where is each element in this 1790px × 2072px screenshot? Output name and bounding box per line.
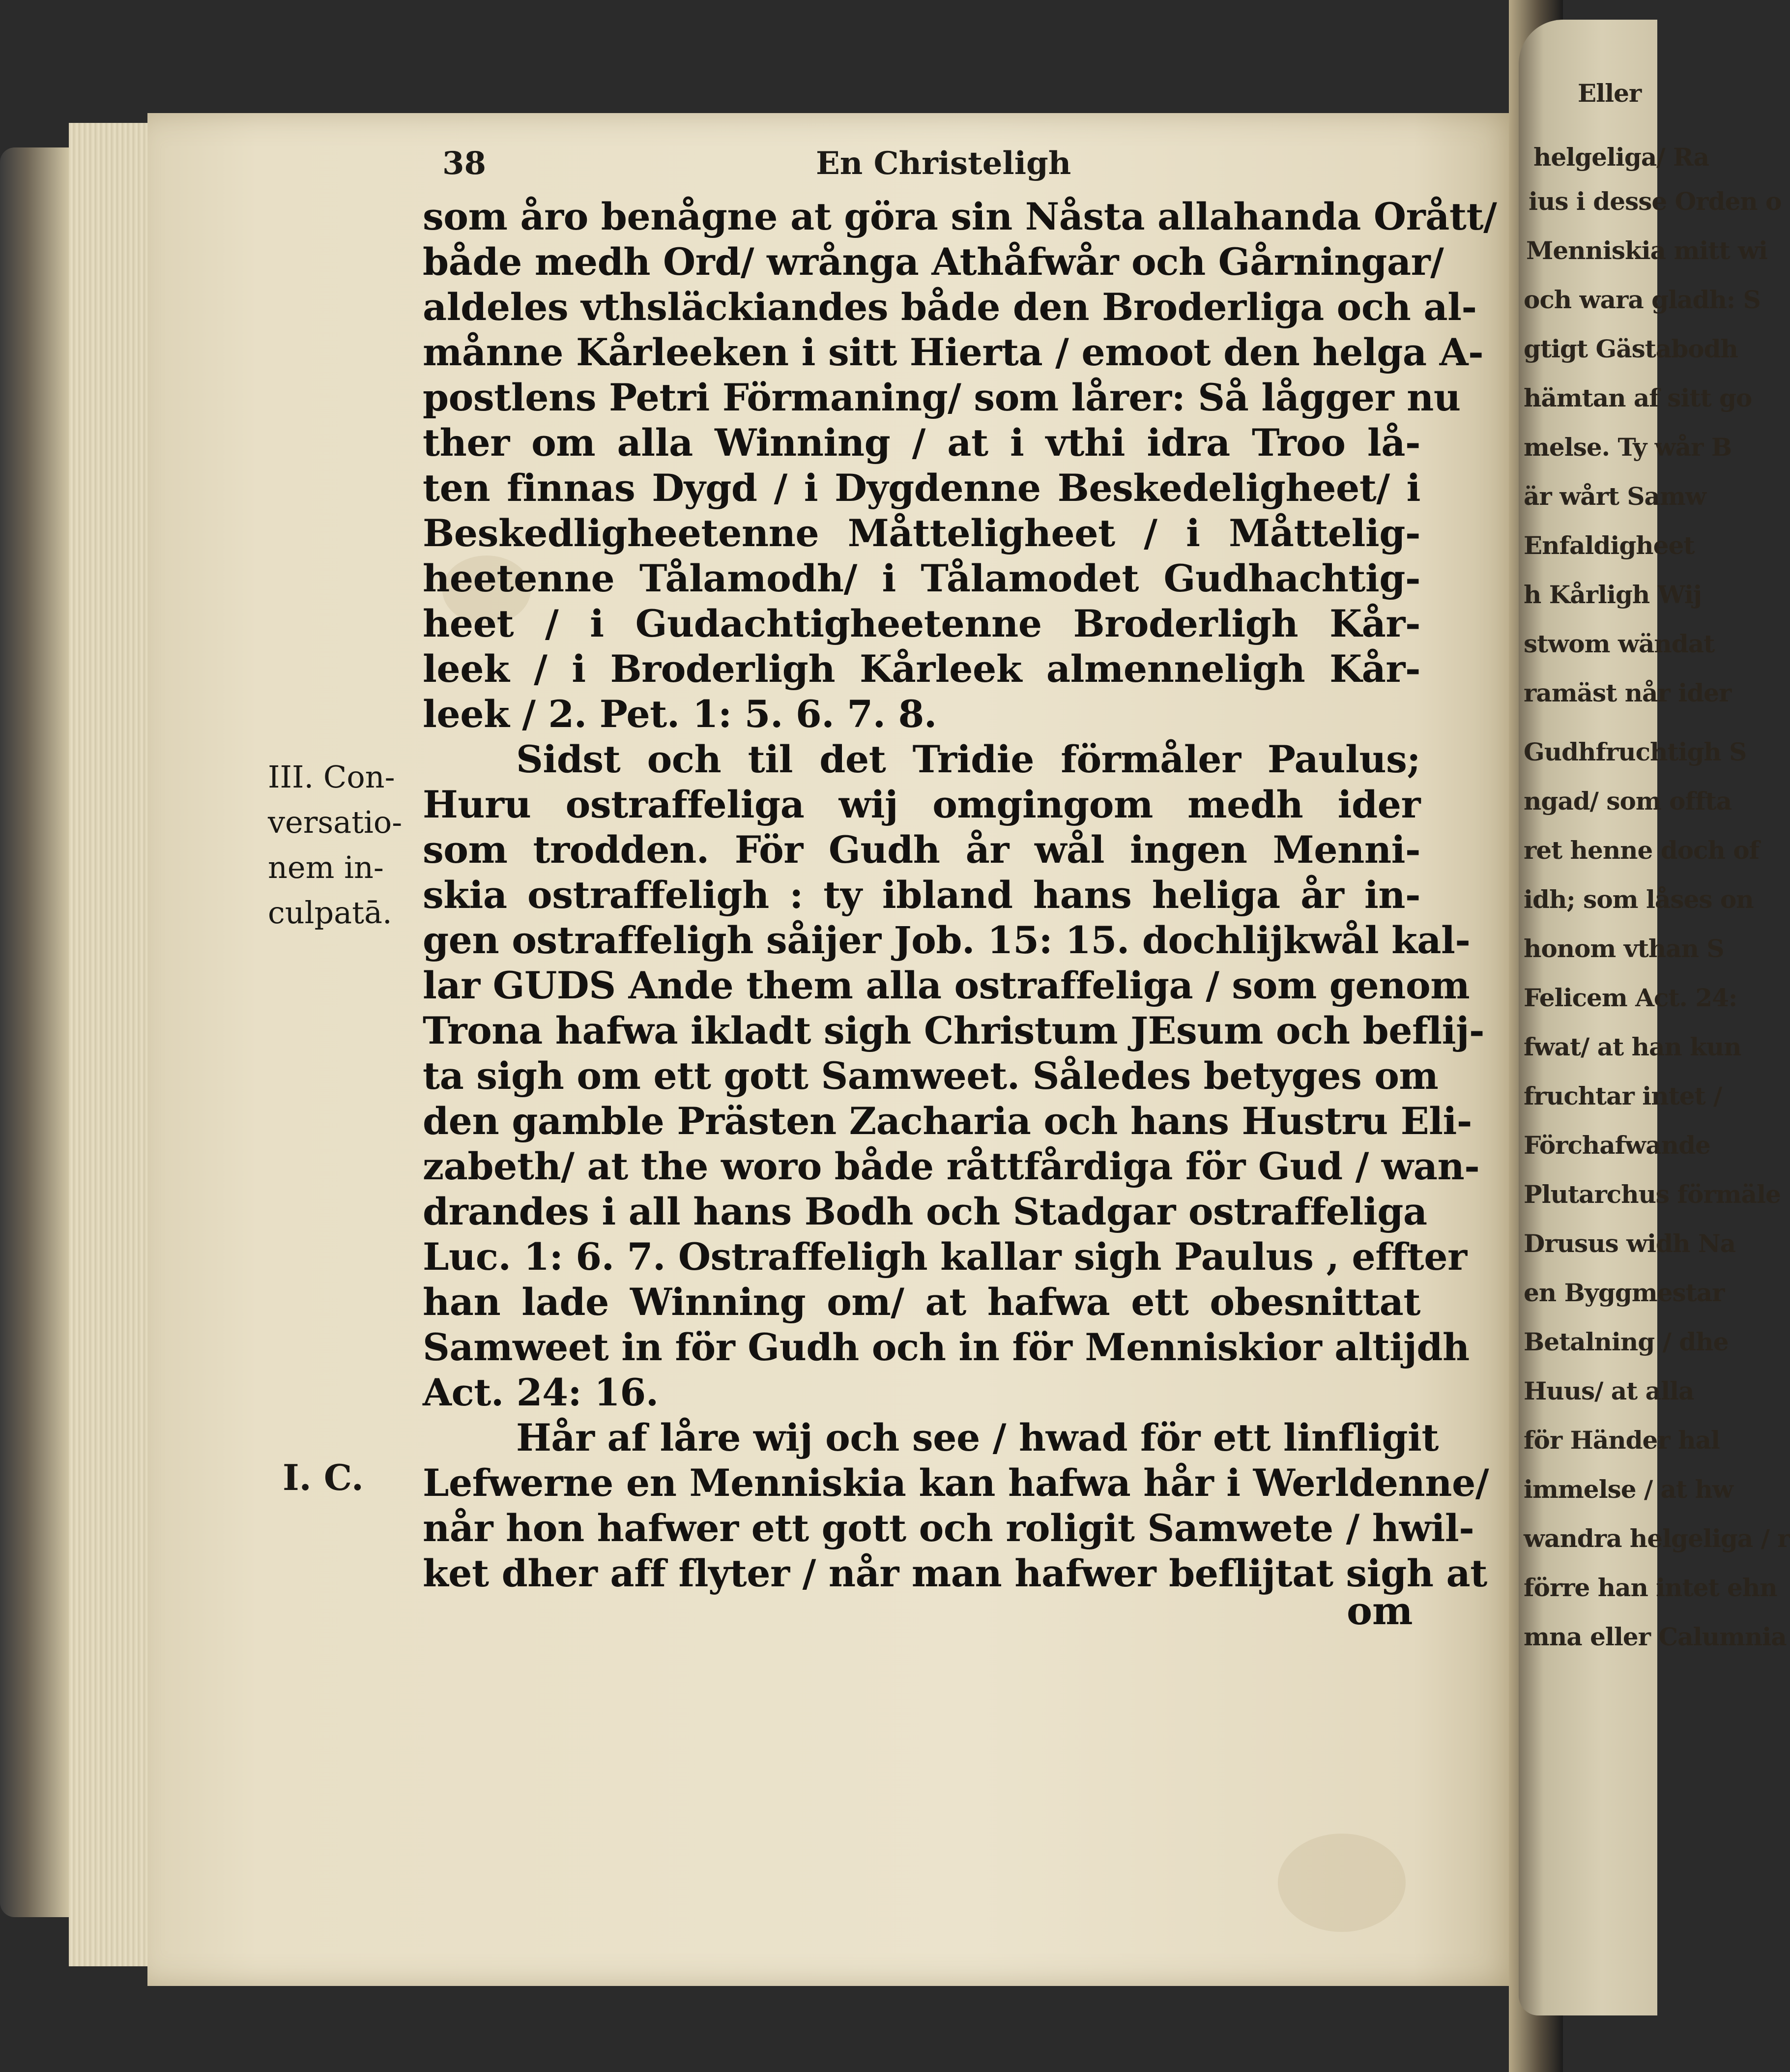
text-line: zabeth/ at the woro både råttfårdiga för Gud / wan- [423, 1144, 1480, 1188]
foxing-stain [1278, 1834, 1406, 1932]
margin-note-line: nem in- [268, 849, 384, 885]
text-line: aldeles vthsläckiandes både den Broderliga och al- [423, 285, 1477, 329]
facing-line: fwat/ at han kun [1524, 1032, 1741, 1061]
text-line: når hon hafwer ett gott och roligit Samwete / hwil- [423, 1506, 1474, 1550]
text-line: den gamble Prästen Zacharia och hans Hustru Eli- [423, 1099, 1472, 1143]
text-line: ket dher aff flyter / når man hafwer beflijtat sigh at [423, 1551, 1487, 1595]
text-line: Hår af låre wij och see / hwad för ett linfligit [516, 1416, 1439, 1459]
text-line: Huru ostraffeliga wij omgingom medh ider [423, 783, 1420, 826]
facing-line: ius i desse Orden o [1529, 187, 1782, 216]
facing-line: h Kårligh Wij [1524, 580, 1702, 609]
facing-line: melse. Ty wår B [1524, 433, 1732, 462]
facing-line: ret henne doch of [1524, 836, 1760, 865]
text-line: gen ostraffeligh såijer Job. 15: 15. dochlijkwål kal- [423, 918, 1471, 962]
text-line: Sidst och til det Tridie förmåler Paulus; [516, 737, 1420, 781]
facing-line: wandra helgeliga / r [1524, 1524, 1790, 1553]
margin-note-conversatio [268, 755, 402, 935]
facing-line: Plutarchus förmäle [1524, 1180, 1781, 1209]
margin-note-lc: I. C. [283, 1457, 364, 1498]
margin-note-line: culpatā. [268, 895, 392, 931]
page-number: 38 [442, 145, 487, 182]
text-line: postlens Petri Förmaning/ som lårer: Så lågger nu [423, 376, 1461, 419]
text-line: skia ostraffeligh : ty ibland hans heliga år in- [423, 873, 1420, 917]
facing-line: hämtan af sitt go [1524, 383, 1752, 412]
text-line: Lefwerne en Menniskia kan hafwa hår i Werldenne/ [423, 1461, 1489, 1505]
facing-line: immelse / at hw [1524, 1475, 1733, 1504]
facing-line: Eller [1578, 79, 1642, 108]
facing-line: ramäst når ider [1524, 678, 1732, 707]
text-line: heet / i Gudachtigheetenne Broderligh Kår- [423, 602, 1420, 645]
facing-line: Förchafwande [1524, 1131, 1710, 1160]
facing-line: Drusus widh Na [1524, 1229, 1735, 1258]
text-line: leek / 2. Pet. 1: 5. 6. 7. 8. [423, 692, 937, 736]
running-head [442, 145, 1425, 184]
text-line: ta sigh om ett gott Samweet. Således betyges om [423, 1054, 1439, 1098]
facing-line: Huus/ at alla [1524, 1376, 1694, 1405]
facing-line: stwom wändat [1524, 629, 1715, 658]
text-line: lar GUDS Ande them alla ostraffeliga / som genom [423, 963, 1470, 1007]
facing-line: Menniskia mitt wi [1526, 236, 1767, 265]
text-line: Beskedligheetenne Måtteligheet / i Måttelig- [423, 511, 1420, 555]
text-line: han lade Winning om/ at hafwa ett obesnittat [423, 1280, 1420, 1324]
text-line: månne Kårleeken i sitt Hierta / emoot den helga A- [423, 330, 1484, 374]
text-line: Act. 24: 16. [423, 1371, 659, 1414]
text-line: som trodden. För Gudh år wål ingen Menni- [423, 828, 1420, 872]
text-line: heetenne Tålamodh/ i Tålamodet Gudhachtig- [423, 556, 1420, 600]
text-line: ther om alla Winning / at i vthi idra Troo lå- [423, 421, 1420, 465]
text-line: ten finnas Dygd / i Dygdenne Beskedeligheet/ i [423, 466, 1420, 510]
running-title: En Christeligh [816, 145, 1071, 182]
facing-line: Enfaldigheet [1524, 531, 1695, 560]
facing-line: en Byggmestar [1524, 1278, 1725, 1307]
margin-note-line: versatio- [268, 804, 403, 840]
facing-line: och wara gladh: S [1524, 285, 1761, 314]
facing-line: mna eller Calumnia [1524, 1622, 1787, 1651]
margin-note-line: III. Con- [268, 759, 395, 795]
facing-line: idh; som låses on [1524, 885, 1754, 914]
facing-line: för Händer hal [1524, 1426, 1720, 1455]
facing-line: är wårt Samw [1524, 482, 1706, 511]
facing-line: Felicem Act. 24: [1524, 983, 1737, 1012]
facing-line: ngad/ som offta [1524, 787, 1732, 816]
facing-line: Betalning / dhe [1524, 1327, 1729, 1356]
catchword: om [1347, 1589, 1413, 1634]
facing-line: honom vthan S [1524, 934, 1724, 963]
text-line: både medh Ord/ wrånga Athåfwår och Gårningar/ [423, 240, 1444, 284]
text-line: leek / i Broderligh Kårleek almenneligh Kår- [423, 647, 1420, 691]
text-line: drandes i all hans Bodh och Stadgar ostraffeliga [423, 1190, 1427, 1233]
facing-line: Gudhfruchtigh S [1524, 737, 1747, 766]
text-line: Trona hafwa ikladt sigh Christum JEsum och beflij- [423, 1009, 1485, 1052]
text-line: Samweet in för Gudh och in för Menniskior altijdh [423, 1325, 1470, 1369]
facing-line: helgeliga/ Ra [1533, 143, 1709, 172]
main-text-block [423, 194, 1497, 1596]
text-line: som åro benågne at göra sin Nåsta allahanda Orått/ [423, 195, 1497, 238]
book-cover-edge [0, 147, 69, 1917]
facing-line: fruchtar intet / [1524, 1081, 1722, 1110]
facing-page [1519, 20, 1790, 2015]
text-line: Luc. 1: 6. 7. Ostraffeligh kallar sigh Paulus , effter [423, 1235, 1467, 1279]
facing-line: gtigt Gästabodh [1524, 334, 1738, 363]
facing-line: förre han intet ehn [1524, 1573, 1777, 1602]
